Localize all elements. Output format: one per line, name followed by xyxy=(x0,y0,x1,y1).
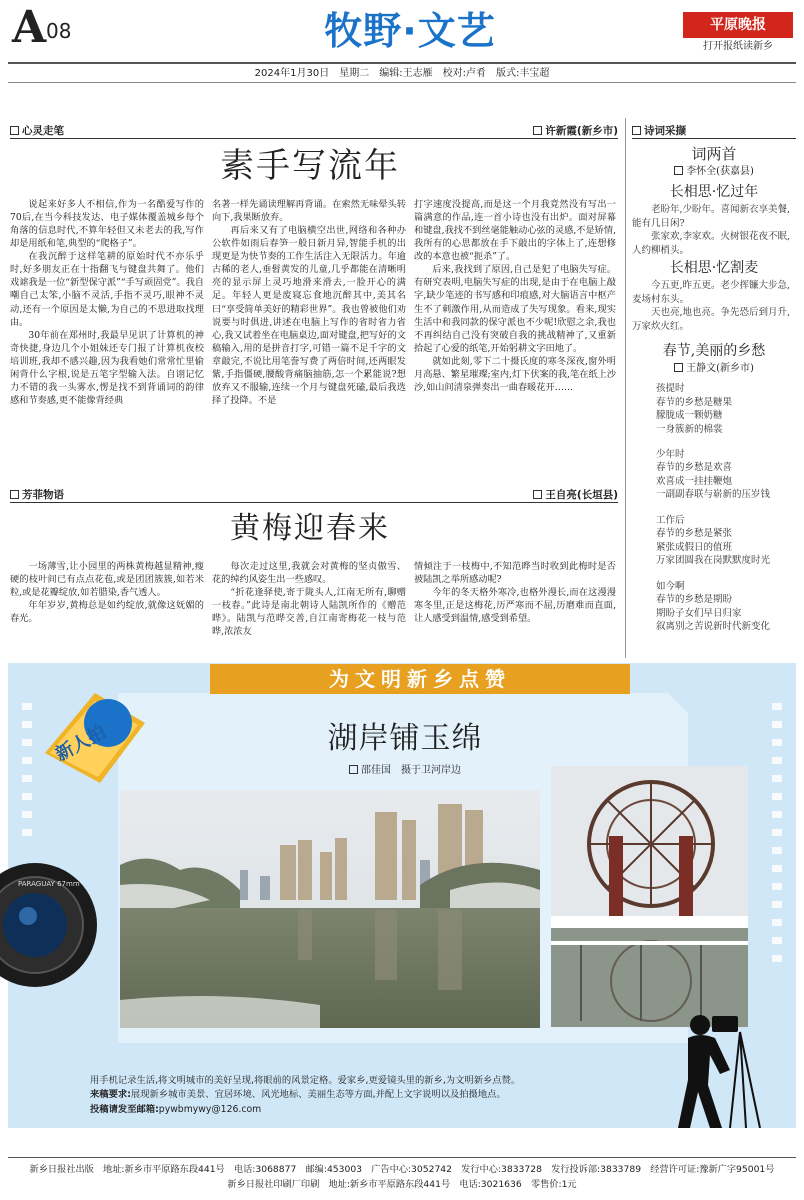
photo-credit xyxy=(255,764,555,778)
article2-rule xyxy=(10,502,618,503)
poem1-sub1-title: 长相思·忆过年 xyxy=(669,184,759,201)
header-divider xyxy=(8,62,796,64)
dateline-divider xyxy=(8,82,796,83)
box-mark-icon xyxy=(349,765,358,774)
paragraph: “折花逢驿使,寄于陇头人,江南无所有,聊赠一枝春。”此诗是南北朝诗人陆凯所作的《赠范晔》。陆凯与范晔交善,自江南寄梅花一枝与范晔,浓浓友 xyxy=(212,587,406,638)
lake-snow-photo xyxy=(120,790,540,1028)
poem-line: 期盼子女们早日归家 xyxy=(656,607,742,619)
box-mark-icon xyxy=(674,166,683,175)
poem2-stanza xyxy=(656,382,796,436)
article1-column-label xyxy=(10,124,64,139)
paragraph: 打字速度没提高,而是这一个月我竟然没有写出一篇满意的作品,连一首小诗也没有出炉。面对屏幕和键盘,我找不到丝毫能触动心弦的灵感,不是矫情,我所有的心思都放在手下敲出的字体上了,连想修改的本意也被“扼杀”了。 xyxy=(414,199,616,263)
article1-col1 xyxy=(10,198,204,460)
brand-logo: 平原晚报 xyxy=(683,12,793,38)
article1-column-text: 心灵走笔 xyxy=(22,125,64,137)
notes-email xyxy=(90,1103,680,1117)
poems-rule xyxy=(632,138,796,139)
poem-line: 一副副春联与崭新的压岁钱 xyxy=(656,489,771,501)
poem-line: 天也亮,地也亮。争先恐后到月升,万家炊火红。 xyxy=(632,307,791,332)
page-letter: A xyxy=(12,2,47,53)
box-mark-icon xyxy=(10,490,19,499)
paragraph: 情倾注于一枝梅中,不知范晔当时收到此梅时是否被陆凯之举所感动呢? xyxy=(414,561,616,586)
section-title: 牧野·文艺 xyxy=(324,9,496,53)
article1-author: 许新霞(新乡市) xyxy=(545,125,618,137)
lens-text: PARAGUAY 67mm xyxy=(18,880,80,888)
article2-title: 黄梅迎春来 xyxy=(230,511,390,546)
poem1-author-text: 李怀全(获嘉县) xyxy=(686,166,754,178)
poem1-title: 词两首 xyxy=(691,145,737,163)
article2-author-label xyxy=(500,488,618,503)
paragraph: 说起来好多人不相信,作为一名酷爱写作的70后,在当今科技发达、电子媒体覆盖城乡每个角落的信息时代,不算年轻但又未老去的我,写作却是用纸和笔,典型的“爬格子”。 xyxy=(10,199,204,250)
poem-line: 叙离别之苦说新时代新变化 xyxy=(656,621,771,633)
poem-line: 孩提时 xyxy=(656,383,685,395)
poem2 xyxy=(632,342,796,634)
paragraph: 名著一样先诵读理解再背诵。在索然无味晕头转向下,我果断放弃。 xyxy=(212,199,406,224)
poem-line: 老盼年,少盼年。喜闻新衣享美餐,能有几日闲? xyxy=(632,204,791,229)
paragraph: 年年岁岁,黄梅总是如约绽放,就像这妩媚的春光。 xyxy=(10,600,204,625)
poem-line: 春节的乡愁是糖果 xyxy=(656,396,733,408)
paragraph: 再后来又有了电脑横空出世,网络和各种办公软件如雨后春笋一般日新月异,智能手机的出现更是为快节奏的工作生活注入无限活力。年逾古稀的老人,垂髫黄发的儿童,几乎都能在清晰明亮的显示屏上灵巧地滑来滑去,一脸开心的满足。年轻人更是废寝忘食地沉醉其中,美其名曰“享受简单美好的精彩世界”。我也曾被他们劝说要与时俱进,讲述在电脑上写作的省时省力省心,我又试着坐在电脑桌边,面对键盘,把写好的文稿输入,用的是拼音打字,可错一篇不足千字的文章敲完,不说比用笔誊写费了两倍时间,还两眼发紫,手指僵硬,腰酸背痛脑抽筋,怎一个累能说?想放弃又不服输,连续一个月与键盘死磕,最后我选择了投降。不是 xyxy=(212,225,406,406)
poem-line: 紧张成假日的值班 xyxy=(656,541,733,553)
badge-text: 新人拍 xyxy=(52,721,110,766)
poem2-stanza xyxy=(656,448,796,502)
poem-line: 春节的乡愁是紧张 xyxy=(656,528,733,540)
poem2-body xyxy=(632,382,796,634)
paragraph: 30年前在郑州时,我最早见识了计算机的神奇快捷,身边几个小姐妹还专门报了计算机夜校培训班,我却不感兴趣,因为我看她们常常忙里偷闲背什么字根,说是五笔字型输入法。自诩记忆力不错的我一头雾水,愣是找不到背诵词的韵律感和节奏感,更不能像背经典 xyxy=(10,329,204,406)
article2-column-label xyxy=(10,488,64,503)
poem1 xyxy=(632,144,796,333)
photo-credit-text: 邵佳国 摄于卫河岸边 xyxy=(361,765,461,776)
article1-title: 素手写流年 xyxy=(220,146,400,186)
box-mark-icon xyxy=(10,126,19,135)
badge-xinren-pai xyxy=(40,683,150,787)
email-address[interactable]: pywbmywy@126.com xyxy=(158,1103,262,1115)
notes-requirements xyxy=(90,1088,680,1102)
poem2-author xyxy=(632,362,796,376)
footer-divider xyxy=(8,1157,796,1158)
article2-col2 xyxy=(212,560,406,650)
requirements-text: 展现新乡城市美景、宜居环境、风光地标、美丽生态等方面,并配上文字说明以及拍摄地点。 xyxy=(130,1089,506,1101)
poem-line: 春节的乡愁是欢喜 xyxy=(656,462,733,474)
poem2-stanza xyxy=(656,514,796,568)
poem-line: 一身簇新的棉裳 xyxy=(656,423,723,435)
poem-line: 万家团圆我在岗默默度时光 xyxy=(656,555,771,567)
article2-col3 xyxy=(414,560,616,650)
poem-line: 张家欢,李家欢。火树银花夜不眠,人约柳梢头。 xyxy=(632,231,791,256)
article2-author: 王自亮(长垣县) xyxy=(545,489,618,501)
poem2-title: 春节,美丽的乡愁 xyxy=(662,343,766,359)
photo-title: 湖岸铺玉绵 xyxy=(327,721,483,756)
box-mark-icon xyxy=(533,490,542,499)
article1-col3 xyxy=(414,198,616,460)
brand-slogan: 打开报纸读新乡 xyxy=(703,41,773,52)
box-mark-icon xyxy=(632,126,641,135)
camera-lens-icon xyxy=(0,860,110,990)
photo-section-notes xyxy=(90,1074,680,1117)
poem-line: 欢喜成一挂挂鞭炮 xyxy=(656,475,733,487)
paragraph: 一场薄雪,让小园里的两株黄梅越显精神,瘦硬的枝叶间已有点点花苞,或是团团簇簇,如若米粒,或是花瓣绽放,如若腊染,香气透人。 xyxy=(10,561,204,599)
poems-divider xyxy=(625,118,626,658)
paragraph: 每次走过这里,我就会对黄梅的坚贞傲雪、花的绰约风姿生出一些感叹。 xyxy=(212,561,406,586)
poem1-author xyxy=(632,165,796,179)
box-mark-icon xyxy=(674,363,683,372)
article1-col2 xyxy=(212,198,406,460)
publisher-info: 新乡日报社出版 地址:新乡市平原路东段441号 电话:3068877 邮编:453003 广告中心:3052742 发行中心:3833728 发行投诉部:3833789 经营许可证:豫新广字95001号 xyxy=(29,1164,775,1175)
paragraph: 就如此刻,零下二十摄氏度的寒冬深夜,窗外明月高悬、繁星璀璨;室内,灯下伏案的我,笔在纸上沙沙,如山间清泉弹奏出一曲春暖花开…… xyxy=(414,355,616,393)
poem-line: 朦胧成一颗奶糖 xyxy=(656,410,723,422)
poem-line: 今五更,昨五更。老少挥镰大步急,麦场村东头。 xyxy=(632,280,791,305)
waterwheel-photo xyxy=(551,766,748,1027)
article2-column-text: 芳菲物语 xyxy=(22,489,64,501)
notes-line1: 用手机记录生活,将文明城市的美好呈现,将眼前的风景定格。爱家乡,更爱镜头里的新乡,为文明新乡点赞。 xyxy=(90,1075,521,1086)
poem-line: 少年时 xyxy=(656,449,685,460)
email-label: 投稿请发至邮箱: xyxy=(90,1103,159,1115)
article1-rule xyxy=(10,138,618,139)
poems-column-label xyxy=(632,124,686,139)
paragraph: 在我沉醉于这样笔耕的原始时代不亦乐乎时,好多朋友正在十指翻飞与键盘共舞了。他们戏谑我是一位“新型保守派”“手写顽固党”。我自嘲自己太笨,小脑不灵活,手指不灵巧,眼神不灵动,还有一个原因是太懒,为自己的不思进取找理由。 xyxy=(10,251,204,328)
paragraph: 今年的冬天格外寒冷,也格外漫长,而在这漫漫寒冬里,正是这梅花,历严寒而不屈,历磨难而直面,让人感受到温情,感受到希望。 xyxy=(414,587,616,625)
poem-line: 如今啊 xyxy=(656,580,685,592)
page-number: 08 xyxy=(46,19,72,43)
poem-line: 春节的乡愁是期盼 xyxy=(656,594,733,606)
article1-author-label xyxy=(500,124,618,139)
box-mark-icon xyxy=(533,126,542,135)
requirements-label: 来稿要求: xyxy=(90,1089,131,1101)
dateline: 2024年1月30日 星期二 编辑:王志雁 校对:卢肴 版式:丰宝超 xyxy=(254,68,550,79)
printer-info: 新乡日报社印刷厂印刷 地址:新乡市平原路东段441号 电话:3021636 零售价:1元 xyxy=(227,1179,577,1190)
poem1-sub2-title: 长相思·忆割麦 xyxy=(669,260,759,277)
poems-column-text: 诗词采撷 xyxy=(644,125,686,137)
poem2-author-text: 王静文(新乡市) xyxy=(686,362,754,374)
poem2-stanza xyxy=(656,580,796,634)
poem-line: 工作后 xyxy=(656,514,685,526)
photo-banner: 为文明新乡点赞 xyxy=(210,664,630,694)
paragraph: 后来,我找到了原因,自己是犯了电脑失写症。有研究表明,电脑失写症的出现,是由于在电脑上敲字,缺少笔迹的书写感和印痕感,对大脑语言中枢产生不了刺激作用,从而造成了失写现象。看来,现实生活中和我同款的保守派也不少呢!欣慰之余,我也不再纠结自己没有突破自我的挑战精神了,又重新拾起了心爱的纸笔,开始躬耕文字田地了。 xyxy=(414,264,616,354)
article2-col1 xyxy=(10,560,204,650)
